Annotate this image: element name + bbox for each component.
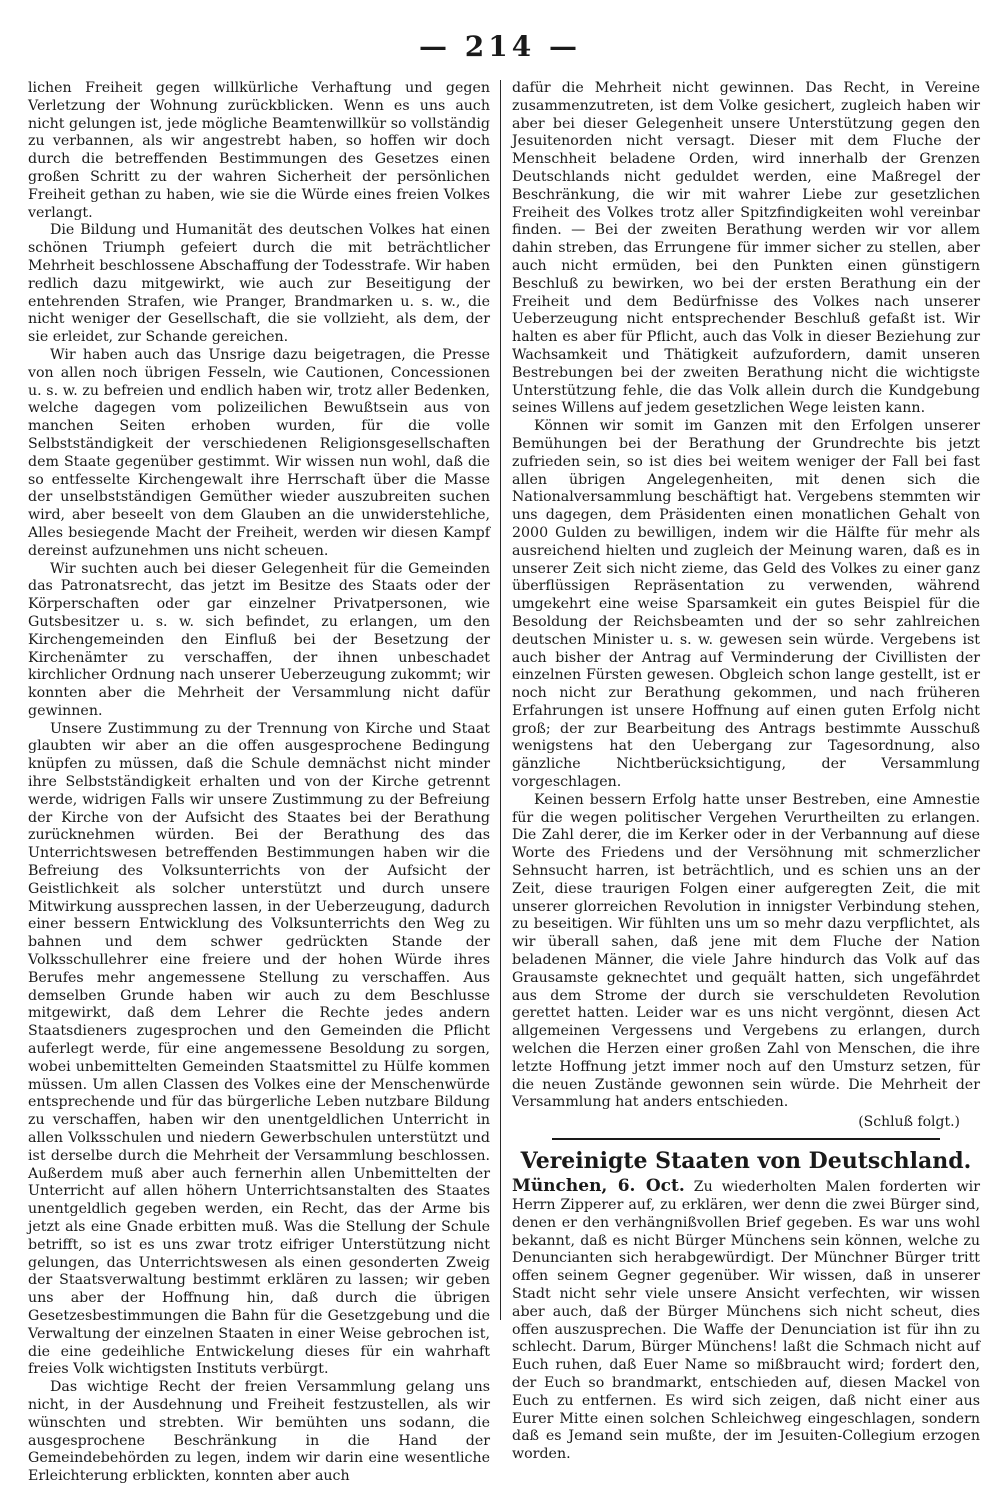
paragraph: Wir haben auch das Unsrige dazu beigetragen, die Presse von allen noch übrigen Fesseln, wie Cautionen, Concessionen u. s. w. zu befreien und endlich haben wir, trotz aller Bedenken, welche dagegen vom polizeilichen Bewußtsein aus von manchen Seiten erhoben wurden, für die volle Selbstständigkeit der verschiedenen Religionsgesellschaften dem Staate gegenüber gestimmt. Wir wissen nun wohl, daß die so entfesselte Kirchengewalt ihre Herrschaft über die Masse der unselbstständigen Gemüther wieder auszubreiten suchen wird, aber beseelt von dem Glauben an die unwiderstehliche, Alles besiegende Macht der Freiheit, werden wir diesen Kampf dereinst aufzunehmen uns nicht scheuen. xyxy=(28,346,490,559)
right-column xyxy=(512,80,980,1463)
paragraph: Das wichtige Recht der freien Versammlung gelang uns nicht, in der Ausdehnung und Freiheit festzustellen, als wir wünschten und strebten. Wir bemühten uns sodann, die ausgesprochene Beschränkung in die Hand der Gemeindebehörden zu legen, indem wir darin eine wesentliche Erleichterung erblickten, konnten aber auch xyxy=(28,1379,490,1485)
left-column xyxy=(28,80,490,1485)
column-divider xyxy=(500,80,501,1320)
paragraph: Wir suchten auch bei dieser Gelegenheit für die Gemeinden das Patronatsrecht, das jetzt im Besitze des Staats oder der Körperschaften oder gar einzelner Privatpersonen, wie Gutsbesitzer u. s. w. sich befindet, zu erlangen, um den Kirchengemeinden den Einfluß bei der Besetzung der Kirchenämter zu verschaffen, der ihnen unbeschadet kirchlicher Ordnung nach unserer Ueberzeugung zukommt; wir konnten aber die Mehrheit der Versammlung nicht dafür gewinnen. xyxy=(28,560,490,719)
continuation-note: (Schluß folgt.) xyxy=(858,1114,960,1131)
page-number: — 214 — xyxy=(419,30,581,63)
paragraph: Die Bildung und Humanität des deutschen Volkes hat einen schönen Triumph gefeiert durch die mit beträchtlicher Mehrheit beschlossene Abschaffung der Todesstrafe. Wir haben redlich dazu mitgewirkt, wie auch zur Beseitigung der entehrenden Strafen, wie Pranger, Brandmarken u. s. w., die nicht weniger der Gesellschaft, die sie vollzieht, als dem, der sie erleidet, zur Schande gereichen. xyxy=(28,222,490,346)
paragraph: lichen Freiheit gegen willkürliche Verhaftung und gegen Verletzung der Wohnung zurückblicken. Wenn es uns auch nicht gelungen ist, jede mögliche Beamtenwillkür so vollständig zu verbannen, als wir angestrebt haben, so hoffen wir doch durch die betreffenden Bestimmungen des Gesetzes einen großen Schritt zu der wahren Sicherheit der persönlichen Freiheit gethan zu haben, wie sie die Würde eines freien Volkes verlangt. xyxy=(28,80,490,221)
news-text: Zu wiederholten Malen forderten wir Herrn Zipperer auf, zu erklären, wer denn die zwei Bürger sind, denen er den verhängnißvollen Brief gegeben. Es war uns wohl bekannt, daß es nicht Bürger Münchens sein können, welche zu Denuncianten sich herabgewürdigt. Der Münchner Bürger tritt offen seinem Gegner gegenüber. Wir wissen, daß in unserer Stadt nicht sehr viele unsere Ansicht verfechten, wir wissen aber auch, daß der Bürger Münchens sich nicht scheut, dies offen auszusprechen. Die Waffe der Denunciation ist für ihn zu schlecht. Darum, Bürger Münchens! laßt die Schmach nicht auf Euch ruhen, daß Euer Name so mißbraucht wird; fordert den, der Euch so brandmarkt, entschieden auf, diesen Mackel von Euch zu entfernen. Es wird sich zeigen, daß nicht einer aus Eurer Mitte einen solchen Schleichweg eingeschlagen, sondern daß es Jemand sein mußte, der im Jesuiten-Collegium erzogen worden. xyxy=(512,1179,980,1463)
paragraph: dafür die Mehrheit nicht gewinnen. Das Recht, in Vereine zusammenzutreten, ist dem Volke gesichert, zugleich haben wir aber bei dieser Gelegenheit unsere Unterstützung gegen den Jesuitenorden nicht versagt. Dieser mit dem Fluche der Menschheit beladene Orden, wird innerhalb der Grenzen Deutschlands nicht geduldet werden, eine Maßregel der Beschränkung, die wir mit wahrer Liebe zur gesetzlichen Freiheit des Volkes trotz aller Spitzfindigkeiten wohl vereinbar finden. — Bei der zweiten Berathung werden wir vor allem dahin streben, das Errungene für immer sicher zu stellen, aber auch nicht ermüden, bei den Punkten einen günstigern Beschluß zu bewirken, wo bei der ersten Berathung ein der Freiheit und dem Bedürfnisse des Volkes nach unserer Ueberzeugung nicht entsprechender Beschluß gefaßt ist. Wir halten es aber für Pflicht, auch das Volk in dieser Beziehung zur Wachsamkeit und Thätigkeit aufzufordern, damit unseren Bestrebungen bei der zweiten Berathung nicht die wichtigste Unterstützung fehle, die das Volk allein durch die Kundgebung seines Willens auf jedem gesetzlichen Wege leisten kann. xyxy=(512,80,980,417)
section-heading: Vereinigte Staaten von Deutschland. xyxy=(520,1148,972,1175)
news-item xyxy=(512,1178,980,1464)
paragraph: Keinen bessern Erfolg hatte unser Bestreben, eine Amnestie für die wegen politischer Vergehen Verurtheilten zu erlangen. Die Zahl derer, die im Kerker oder in der Verbannung auf diese Worte des Friedens und der Versöhnung mit schmerzlicher Sehnsucht harren, ist beträchtlich, und es schien uns an der Zeit, diese traurigen Folgen einer aufgeregten Zeit, die mit unserer glorreichen Revolution in innigster Verbindung stehen, zu beseitigen. Wir fühlten uns um so mehr dazu verpflichtet, als wir überall sahen, daß jene mit dem Fluche der Nation beladenen Männer, die viele Jahre hindurch das Volk auf das Grausamste geknechtet und gequält hatten, sich ungefährdet aus dem Strome der durch sie verschuldeten Revolution gerettet hatten. Leider war es uns nicht vergönnt, diesen Act allgemeinen Vergessens und Vergebens zu erlangen, durch welchen die Herzen einer großen Zahl von Menschen, die ihre letzte Hoffnung jetzt immer noch auf den Umsturz setzen, für die neuen Zustände gewonnen sein würde. Die Mehrheit der Versammlung hat anders entschieden. xyxy=(512,791,980,1111)
paragraph: Unsere Zustimmung zu der Trennung von Kirche und Staat glaubten wir aber an die offen ausgesprochene Bedingung knüpfen zu müssen, daß die Schule demnächst nicht minder ihre Selbstständigkeit erhalten und von der Kirche getrennt werde, widrigen Falls wir unsere Zustimmung zu der Befreiung der Kirche von der Aufsicht des Staates bei der Berathung zurücknehmen würden. Bei der Berathung des das Unterrichtswesen betreffenden Bestimmungen haben wir die Befreiung des Volksunterrichts von der Aufsicht der Geistlichkeit als solcher unterstützt und durch unsere Mitwirkung aussprechen lassen, in der Ueberzeugung, dadurch einer bessern Entwicklung des Volksunterrichts den Weg zu bahnen und dem schwer gedrückten Stande der Volksschullehrer eine freiere und der hohen Würde ihres Berufes mehr angemessene Stellung zu verschaffen. Aus demselben Grunde haben wir auch zu dem Beschlusse mitgewirkt, daß dem Lehrer die Rechte jedes andern Staatsdieners zugesprochen und den Gemeinden die Pflicht auferlegt werde, für eine angemessene Besoldung zu sorgen, wobei unbemittelten Gemeinden Staatsmittel zu Hülfe kommen müssen. Um allen Classen des Volkes eine der Menschenwürde entsprechende und für das bürgerliche Leben nutzbare Bildung zu verschaffen, haben wir den unentgeldlichen Unterricht in allen Volksschulen und niedern Gewerbschulen unterstützt und ist derselbe durch die Mehrheit der Versammlung beschlossen. Außerdem muß aber auch fernerhin allen Unbemittelten der Unterricht auf allen höhern Unterrichtsanstalten des Staates unentgeldlich gegeben werden, ein Recht, das der Arme bis jetzt als eine Gnade erbitten muß. Was die Stellung der Schule betrifft, so ist es uns zwar trotz eifriger Unterstützung nicht gelungen, das Unterrichtswesen als einen gesonderten Zweig der Staatsverwaltung bestimmt erklären zu lassen; wir geben uns aber der Hoffnung hin, daß durch die übrigen Gesetzesbestimmungen die Bahn für die Gesetzgebung und die Verwaltung der einzelnen Staaten in einer Weise gebrochen ist, die eine gedeihliche Entwickelung dieses für ein wahrhaft freies Volk wichtigsten Instituts verbürgt. xyxy=(28,720,490,1378)
section-rule xyxy=(552,1138,940,1140)
paragraph: Können wir somit im Ganzen mit den Erfolgen unserer Bemühungen bei der Berathung der Grundrechte bis jetzt zufrieden sein, so ist dies bei weitem weniger der Fall bei fast allen übrigen Angelegenheiten, mit denen sich die Nationalversammlung beschäftigt hat. Vergebens stemmten wir uns dagegen, dem Präsidenten einen monatlichen Gehalt von 2000 Gulden zu bewilligen, indem wir die Hälfte für mehr als ausreichend hielten und zugleich der Meinung waren, daß es in unserer Zeit sich nicht zieme, das Geld des Volkes zu einer ganz überflüssigen Repräsentation zu verwenden, während umgekehrt eine weise Sparsamkeit ein gutes Beispiel für die Besoldung der Reichsbeamten und der so sehr zahlreichen deutschen Minister u. s. w. gewesen sein würde. Vergebens ist auch bisher der Antrag auf Verminderung der Civillisten der einzelnen Fürsten gewesen. Obgleich schon lange gestellt, ist er noch nicht zur Berathung gekommen, und nach früheren Erfahrungen ist unsere Hoffnung auf einen guten Erfolg nicht groß; der zur Bearbeitung des Antrags bestimmte Ausschuß wenigstens hat den Uebergang zur Tagesordnung, also gänzliche Nichtberücksichtigung, der Versammlung vorgeschlagen. xyxy=(512,418,980,791)
dateline: München, 6. Oct. xyxy=(512,1176,685,1197)
